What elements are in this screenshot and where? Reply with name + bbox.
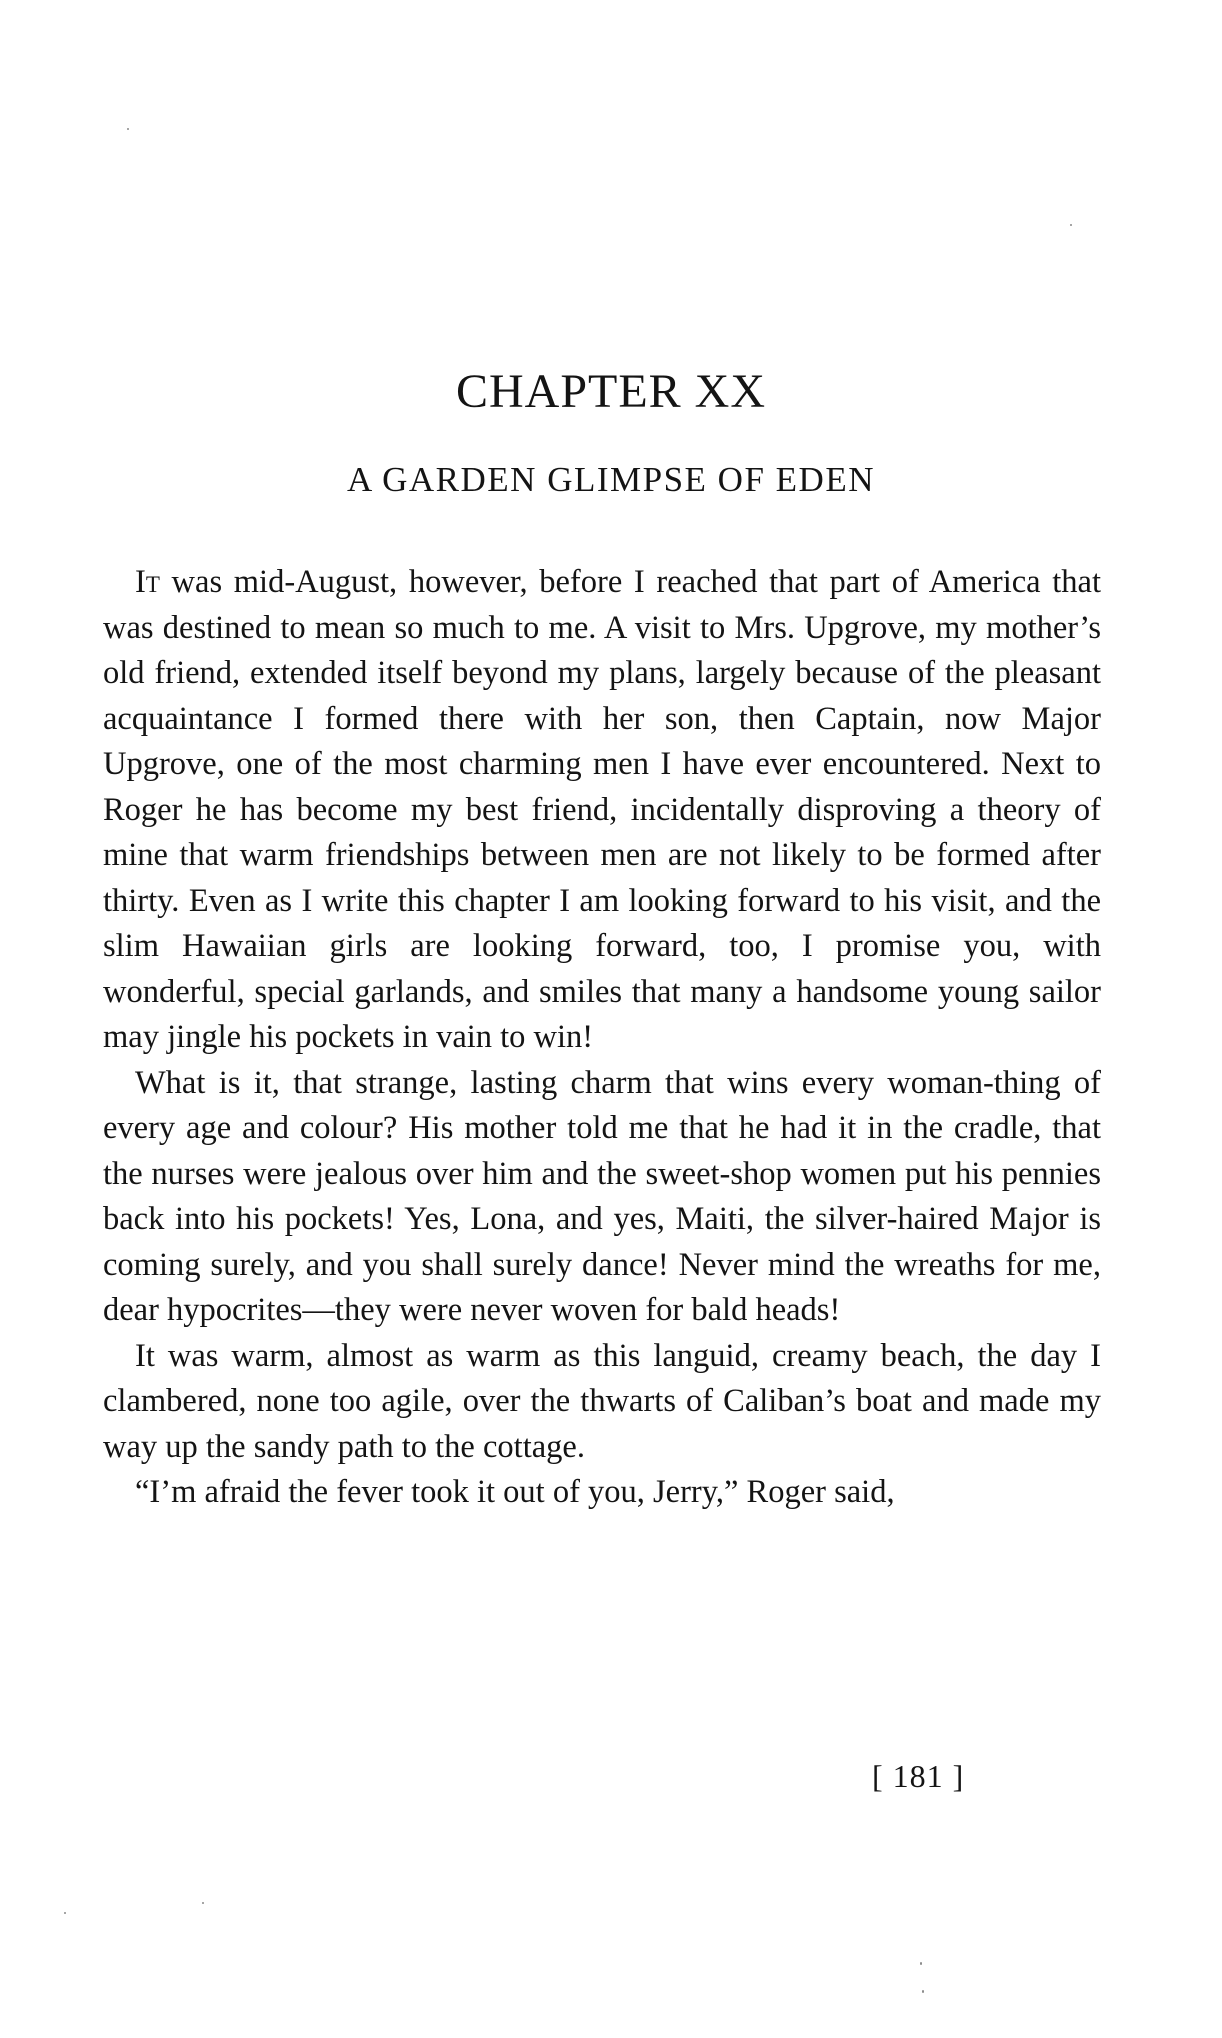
chapter-number: CHAPTER XX bbox=[455, 365, 767, 418]
paragraph bbox=[103, 560, 1101, 1061]
scan-speck bbox=[1070, 224, 1072, 226]
paragraph-text: “I’m afraid the fever took it out of you, Jerry,” Roger said, bbox=[135, 1474, 895, 1510]
paragraph-text: What is it, that strange, lasting charm that wins every woman-thing of every age and colour? His mother told me that he had it in the cradle, that the nurses were jealous over him and the sweet-shop women put his pennies back into his pockets! Yes, Lona, and yes, Maiti, the silver-haired Major is coming surely, and you shall surely dance! Never mind the wreaths for me, dear hypocrites—they were never woven for bald heads! bbox=[103, 1064, 1101, 1328]
scan-speck bbox=[202, 1902, 204, 1904]
scan-speck bbox=[64, 1912, 66, 1914]
paragraph bbox=[103, 1334, 1101, 1471]
scan-speck bbox=[922, 1990, 924, 1993]
body-text bbox=[103, 560, 1101, 1516]
paragraph-text: was mid-August, however, before I reached that part of America that was destined to mean so much to me. A visit to Mrs. Upgrove, my mother’s old friend, extended itself beyond my plans, largely because of the pleasant acquaintance I formed there with her son, then Captain, now Major Upgrove, one of the most charming men I have ever encountered. Next to Roger he has become my best friend, incidentally disproving a theory of mine that warm friendships between men are not likely to be formed after thirty. Even as I write this chapter I am looking forward to his visit, and the slim Hawaiian girls are looking forward, too, I promise you, with wonderful, special garlands, and smiles that many a handsome young sailor may jingle his pockets in vain to win! bbox=[103, 564, 1101, 1055]
paragraph-text: It was warm, almost as warm as this languid, creamy beach, the day I clambered, none too agile, over the thwarts of Caliban’s boat and made my way up the sandy path to the cottage. bbox=[103, 1337, 1101, 1465]
paragraph bbox=[103, 1470, 1101, 1516]
page-number: [ 181 ] bbox=[872, 1758, 965, 1794]
scan-speck bbox=[127, 128, 129, 130]
scan-speck bbox=[920, 1962, 922, 1965]
chapter-title: A GARDEN GLIMPSE OF EDEN bbox=[347, 460, 875, 499]
drop-lead-word: It bbox=[135, 564, 160, 600]
paragraph bbox=[103, 1061, 1101, 1334]
